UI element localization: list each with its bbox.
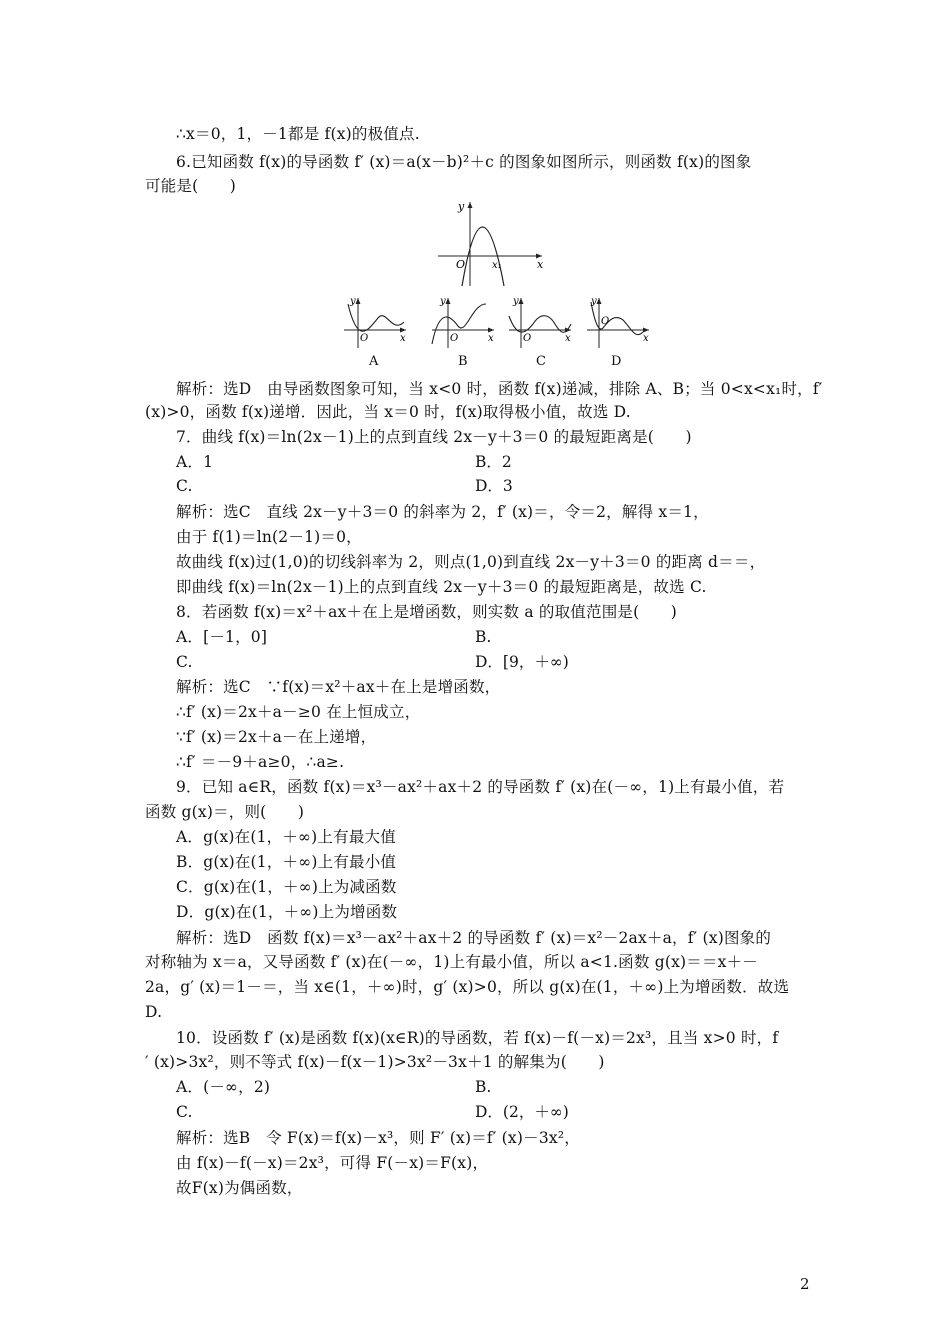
choice-graph-b bbox=[428, 294, 498, 350]
main-axis-y: y bbox=[458, 200, 465, 213]
svg-text:O: O bbox=[601, 316, 610, 327]
solution-10-line-3: 故F(x)为偶函数， bbox=[176, 1179, 303, 1197]
svg-text:O: O bbox=[523, 333, 532, 344]
q9-option-a: A．g(x)在(1，＋∞)上有最大值 bbox=[176, 828, 396, 846]
text-line: ∴x＝0，1，－1都是 f(x)的极值点. bbox=[176, 125, 420, 143]
question-6-line-2: 可能是( ) bbox=[145, 177, 236, 195]
main-axis-x: x bbox=[537, 258, 544, 271]
choice-graph-d bbox=[583, 294, 653, 350]
svg-text:x: x bbox=[643, 333, 649, 344]
q7-option-c: C. bbox=[176, 477, 193, 495]
choice-label-d: D bbox=[611, 354, 622, 369]
solution-9-line-1: 解析：选D 函数 f(x)＝x³－ax²＋ax＋2 的导函数 f′ (x)＝x²－2ax＋a，f′ (x)图象的 bbox=[176, 929, 772, 947]
q8-option-a: A．[－1，0] bbox=[176, 628, 268, 646]
page-number: 2 bbox=[800, 1275, 810, 1293]
solution-7-line-2: 由于 f(1)＝ln(2－1)＝0， bbox=[176, 528, 362, 546]
solution-7-line-3: 故曲线 f(x)过(1,0)的切线斜率为 2，则点(1,0)到直线 2x－y＋3＝0 的距离 d＝＝， bbox=[176, 553, 766, 571]
question-8: 8．若函数 f(x)＝x²＋ax＋在上是增函数，则实数 a 的取值范围是( ) bbox=[176, 603, 677, 621]
svg-text:O: O bbox=[450, 333, 459, 344]
svg-text:x: x bbox=[565, 333, 571, 344]
solution-8-line-3: ∵f′ (x)＝2x＋a－在上递增， bbox=[176, 728, 377, 746]
q9-option-d: D．g(x)在(1，＋∞)上为增函数 bbox=[176, 903, 398, 921]
solution-6-line-2: (x)>0，函数 f(x)递增．因此，当 x＝0 时，f(x)取得极小值，故选 D. bbox=[145, 403, 631, 421]
question-9-line-2: 函数 g(x)＝，则( ) bbox=[145, 803, 305, 821]
derivative-graph bbox=[430, 198, 550, 290]
svg-text:y: y bbox=[591, 296, 597, 307]
choice-graph-a bbox=[340, 294, 410, 350]
solution-9-line-3: 2a，g′ (x)＝1－＝，当 x∈(1，＋∞)时，g′ (x)>0，所以 g(x)在(1，＋∞)上为增函数．故选 bbox=[145, 978, 790, 996]
q8-option-b: B. bbox=[475, 628, 492, 646]
main-origin: O bbox=[456, 258, 466, 271]
choice-label-a: A bbox=[369, 354, 379, 369]
q10-option-c: C. bbox=[176, 1103, 193, 1121]
solution-9-line-2: 对称轴为 x＝a，又导函数 f′ (x)在(－∞，1)上有最小值，所以 a<1.函数 g(x)＝＝x＋－ bbox=[145, 953, 758, 971]
svg-text:y: y bbox=[350, 296, 356, 307]
question-10-line-1: 10．设函数 f′ (x)是函数 f(x)(x∈R)的导函数，若 f(x)－f(－x)＝2x³，且当 x>0 时，f bbox=[176, 1029, 779, 1047]
q7-option-d: D．3 bbox=[475, 477, 513, 495]
solution-8-line-1: 解析：选C ∵f(x)＝x²＋ax＋在上是增函数， bbox=[176, 678, 501, 696]
svg-text:O: O bbox=[360, 333, 369, 344]
q8-option-d: D．[9，＋∞) bbox=[475, 653, 569, 671]
q10-option-b: B. bbox=[475, 1078, 492, 1096]
q7-option-b: B．2 bbox=[475, 453, 512, 471]
solution-8-line-2: ∴f′ (x)＝2x＋a－≥0 在上恒成立， bbox=[176, 703, 421, 721]
q9-option-b: B．g(x)在(1，＋∞)上有最小值 bbox=[176, 853, 397, 871]
svg-text:x: x bbox=[400, 333, 406, 344]
question-6-line-1: 6.已知函数 f(x)的导函数 f′ (x)＝a(x－b)²＋c 的图象如图所示，则函数 f(x)的图象 bbox=[176, 153, 752, 171]
svg-text:y: y bbox=[440, 296, 446, 307]
solution-7-line-1: 解析：选C 直线 2x－y＋3＝0 的斜率为 2，f′ (x)＝，令＝2，解得 x＝1， bbox=[176, 503, 709, 521]
question-7: 7．曲线 f(x)＝ln(2x－1)上的点到直线 2x－y＋3＝0 的最短距离是( ) bbox=[176, 428, 692, 446]
q10-option-a: A．(－∞，2) bbox=[176, 1078, 271, 1096]
solution-7-line-4: 即曲线 f(x)＝ln(2x－1)上的点到直线 2x－y＋3＝0 的最短距离是，故选 C. bbox=[176, 578, 707, 596]
question-9-line-1: 9．已知 a∈R，函数 f(x)＝x³－ax²＋ax＋2 的导函数 f′ (x)在(－∞，1)上有最小值，若 bbox=[176, 778, 785, 796]
q8-option-c: C. bbox=[176, 653, 193, 671]
choice-label-b: B bbox=[458, 354, 468, 369]
solution-10-line-2: 由 f(x)－f(－x)＝2x³，可得 F(－x)＝F(x)， bbox=[176, 1154, 489, 1172]
choice-graph-c bbox=[505, 294, 575, 350]
svg-text:x: x bbox=[488, 333, 494, 344]
choice-label-c: C bbox=[536, 354, 546, 369]
solution-6-line-1: 解析：选D 由导函数图象可知，当 x<0 时，函数 f(x)递减，排除 A、B；当 0<x<x₁时，f′ bbox=[176, 380, 823, 398]
question-10-line-2: ′ (x)>3x²，则不等式 f(x)－f(x－1)>3x²－3x＋1 的解集为( ) bbox=[145, 1053, 605, 1071]
q9-option-c: C．g(x)在(1，＋∞)上为减函数 bbox=[176, 878, 397, 896]
solution-9-line-4: D. bbox=[145, 1003, 163, 1021]
solution-10-line-1: 解析：选B 令 F(x)＝f(x)－x³，则 F′ (x)＝f′ (x)－3x²， bbox=[176, 1129, 580, 1147]
q7-option-a: A．1 bbox=[176, 453, 214, 471]
q10-option-d: D．(2，＋∞) bbox=[475, 1103, 569, 1121]
main-x1: x₁ bbox=[492, 260, 502, 271]
svg-text:y: y bbox=[513, 296, 519, 307]
solution-8-line-4: ∴f′ ＝－9＋a≥0，∴a≥. bbox=[176, 753, 345, 771]
